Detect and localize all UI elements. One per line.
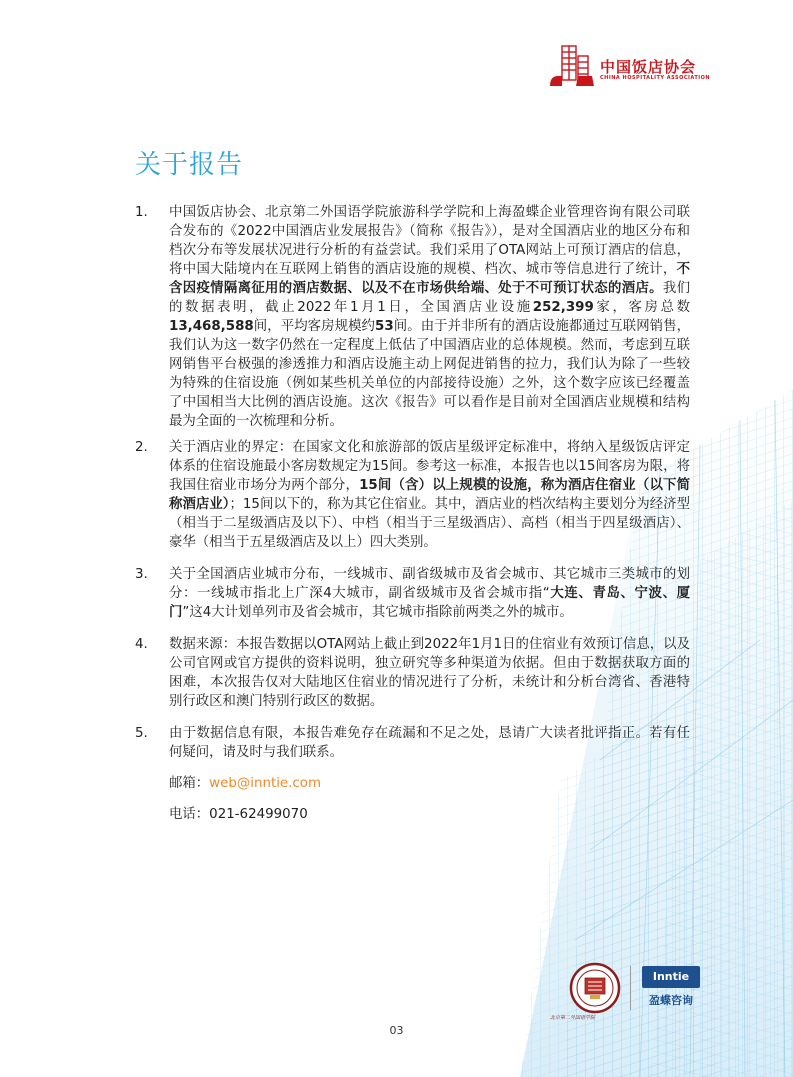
page-number: 03 [389, 1024, 404, 1037]
partner-logos [550, 962, 701, 1022]
inntie-name-cn: 盈蝶咨询 [649, 994, 693, 1007]
list-item [135, 438, 690, 552]
item-text [169, 635, 690, 711]
item-number: 2. [135, 440, 148, 455]
item-text [169, 565, 690, 622]
university-caption: 北京第二外国语学院 [550, 1015, 596, 1021]
china-hospitality-association-logo [548, 42, 748, 90]
text-segment: 由于数据信息有限，本报告难免存在疏漏和不足之处，恳请广大读者批评指正。若有任何疑问，请及时与我们联系。 [169, 726, 690, 760]
list-item [135, 565, 690, 622]
list-item [135, 635, 690, 711]
association-name-cn: 中国饭店协会 [600, 58, 697, 76]
text-segment: 家，客房总数 [593, 300, 691, 315]
page-title: 关于报告 [135, 150, 244, 180]
text-segment: 数据来源：本报告数据以OTA网站上截止到2022年1月1日的住宿业有效预订信息，以及公司官网或官方提供的资料说明，独立研究等多种渠道为依据。但由于数据获取方面的困难，本次报告仅对大陆地区住宿业的情况进行了分析，未统计和分析台湾省、香港特别行政区和澳门特别行政区的数据。 [169, 637, 690, 709]
item-number: 3. [135, 567, 148, 582]
avg-room-size: 53 [375, 319, 394, 334]
text-segment: 我们的数据表明，截止2022年1月1日，全国酒店业设施 [169, 281, 691, 315]
text-segment-bold: 不含因疫情隔离征用的酒店数据、以及不在市场供给端、处于不可预订状态的酒店。 [169, 262, 690, 296]
university-seal-icon [566, 962, 624, 1014]
item-number: 4. [135, 637, 148, 652]
building-logo-icon [548, 42, 598, 90]
hotel-count: 252,399 [532, 300, 594, 315]
list-item [135, 203, 690, 431]
text-segment: ；15间以下的，称为其它住宿业。其中，酒店业的档次结构主要划分为经济型（相当于二星级酒店及以下）、中档（相当于三星级酒店）、高档（相当于四星级酒店）、豪华（相当于五星级酒店及以上）四大类别。 [169, 497, 690, 550]
phone-line [135, 805, 690, 824]
list-item [135, 724, 690, 762]
logo-divider [630, 966, 631, 1010]
item-text [169, 438, 690, 552]
association-name-en: CHINA HOSPITALITY ASSOCIATION [600, 75, 711, 81]
inntie-logo: Inntie [642, 966, 700, 988]
text-segment: ”这4大计划单列市及省会城市，其它城市指除前两类之外的城市。 [182, 605, 573, 620]
email-line [135, 774, 690, 793]
item-number: 1. [135, 205, 148, 220]
text-segment: 间。由于并非所有的酒店设施都通过互联网销售，我们认为这一数字仍然在一定程度上低估了中国酒店业的总体规模。然而，考虑到互联网销售平台极强的渗透推力和酒店设施主动上网促进销售的拉力，我们认为除了一些较为特殊的住宿设施（例如某些机关单位的内部接待设施）之外，这个数字应该已经覆盖了中国相当大比例的酒店设施。这次《报告》可以看作是目前对全国酒店业规模和结构最为全面的一次梳理和分析。 [169, 319, 691, 429]
text-segment-bold: 15间（含）以上规模的设施，称为酒店住宿业（以下简称酒店业） [169, 478, 691, 512]
text-segment: 中国饭店协会、北京第二外国语学院旅游科学学院和上海盈蝶企业管理咨询有限公司联合发布的《2022中国酒店业发展报告》（简称《报告》），是对全国酒店业的地区分布和档次分布等发展状况进行分析的有益尝试。我们采用了OTA网站上可预订酒店的信息，将中国大陆境内在互联网上销售的酒店设施的规模、档次、城市等信息进行了统计， [169, 205, 690, 277]
item-text [169, 203, 690, 431]
phone-number: 021-62499070 [209, 807, 308, 822]
text-segment: 关于酒店业的界定：在国家文化和旅游部的饭店星级评定标准中，将纳入星级饭店评定体系的住宿设施最小客房数规定为15间。参考这一标准，本报告也以15间客房为限，将我国住宿业市场分为两个部分， [169, 440, 690, 493]
phone-label: 电话： [169, 807, 210, 822]
item-number: 5. [135, 726, 148, 741]
room-count: 13,468,588 [169, 319, 254, 334]
email-link[interactable]: web@inntie.com [209, 776, 322, 791]
email-label: 邮箱： [169, 776, 210, 791]
text-segment-bold: 大连、青岛、宁波、厦门 [169, 586, 690, 620]
text-segment: 间，平均客房规模约 [253, 319, 376, 334]
report-notes [135, 203, 690, 824]
text-segment: 关于全国酒店业城市分布，一线城市、副省级城市及省会城市、其它城市三类城市的划分：一线城市指北上广深4大城市，副省级城市及省会城市指“ [169, 567, 690, 601]
item-text [169, 724, 690, 762]
